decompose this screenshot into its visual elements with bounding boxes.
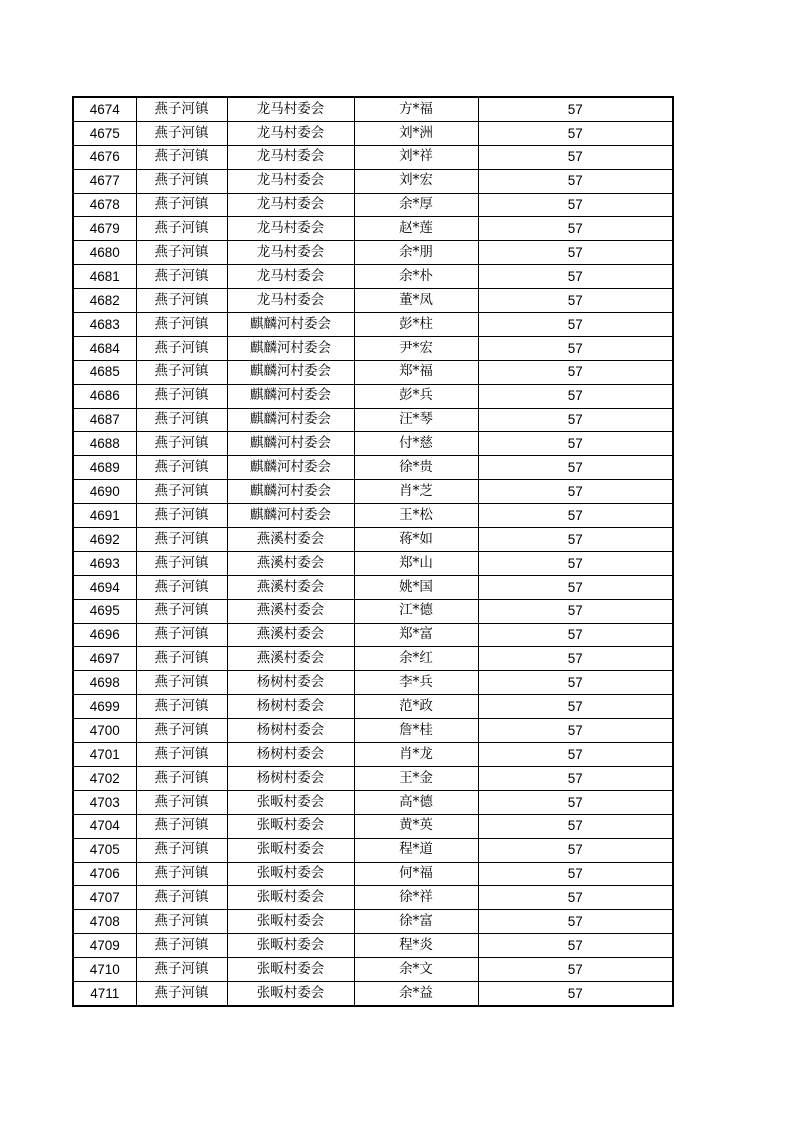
value-cell: 57 xyxy=(478,838,673,862)
table-row xyxy=(73,647,673,671)
village-cell: 张畈村委会 xyxy=(227,814,354,838)
person-name-cell: 余*朋 xyxy=(354,241,478,265)
town-cell: 燕子河镇 xyxy=(136,719,227,743)
row-id-cell: 4709 xyxy=(73,934,136,958)
value-cell: 57 xyxy=(478,719,673,743)
row-id-cell: 4700 xyxy=(73,719,136,743)
table-row xyxy=(73,575,673,599)
person-name-cell: 余*朴 xyxy=(354,265,478,289)
person-name-cell: 彭*兵 xyxy=(354,384,478,408)
value-cell: 57 xyxy=(478,289,673,313)
value-cell: 57 xyxy=(478,145,673,169)
value-cell: 57 xyxy=(478,647,673,671)
town-cell: 燕子河镇 xyxy=(136,743,227,767)
value-cell: 57 xyxy=(478,121,673,145)
town-cell: 燕子河镇 xyxy=(136,551,227,575)
value-cell: 57 xyxy=(478,480,673,504)
town-cell: 燕子河镇 xyxy=(136,599,227,623)
town-cell: 燕子河镇 xyxy=(136,313,227,337)
row-id-cell: 4678 xyxy=(73,193,136,217)
village-cell: 张畈村委会 xyxy=(227,790,354,814)
table-row xyxy=(73,910,673,934)
person-name-cell: 董*凤 xyxy=(354,289,478,313)
table-row xyxy=(73,766,673,790)
value-cell: 57 xyxy=(478,981,673,1005)
table-row xyxy=(73,217,673,241)
village-cell: 燕溪村委会 xyxy=(227,575,354,599)
town-cell: 燕子河镇 xyxy=(136,958,227,982)
row-id-cell: 4694 xyxy=(73,575,136,599)
value-cell: 57 xyxy=(478,336,673,360)
person-name-cell: 汪*琴 xyxy=(354,408,478,432)
person-name-cell: 方*福 xyxy=(354,97,478,121)
town-cell: 燕子河镇 xyxy=(136,934,227,958)
person-name-cell: 尹*宏 xyxy=(354,336,478,360)
value-cell: 57 xyxy=(478,384,673,408)
village-cell: 麒麟河村委会 xyxy=(227,360,354,384)
village-cell: 杨树村委会 xyxy=(227,671,354,695)
row-id-cell: 4707 xyxy=(73,886,136,910)
row-id-cell: 4688 xyxy=(73,432,136,456)
village-cell: 张畈村委会 xyxy=(227,934,354,958)
town-cell: 燕子河镇 xyxy=(136,910,227,934)
table-row xyxy=(73,551,673,575)
table-row xyxy=(73,790,673,814)
town-cell: 燕子河镇 xyxy=(136,790,227,814)
table-row xyxy=(73,432,673,456)
value-cell: 57 xyxy=(478,504,673,528)
village-cell: 张畈村委会 xyxy=(227,981,354,1005)
value-cell: 57 xyxy=(478,408,673,432)
village-cell: 龙马村委会 xyxy=(227,241,354,265)
person-name-cell: 彭*柱 xyxy=(354,313,478,337)
village-cell: 龙马村委会 xyxy=(227,145,354,169)
person-name-cell: 王*松 xyxy=(354,504,478,528)
person-name-cell: 程*炎 xyxy=(354,934,478,958)
village-cell: 麒麟河村委会 xyxy=(227,408,354,432)
row-id-cell: 4698 xyxy=(73,671,136,695)
value-cell: 57 xyxy=(478,217,673,241)
value-cell: 57 xyxy=(478,528,673,552)
table-row xyxy=(73,480,673,504)
town-cell: 燕子河镇 xyxy=(136,504,227,528)
person-name-cell: 高*德 xyxy=(354,790,478,814)
town-cell: 燕子河镇 xyxy=(136,432,227,456)
row-id-cell: 4693 xyxy=(73,551,136,575)
person-name-cell: 王*金 xyxy=(354,766,478,790)
table-body xyxy=(73,97,673,1006)
person-name-cell: 范*政 xyxy=(354,695,478,719)
person-name-cell: 蒋*如 xyxy=(354,528,478,552)
row-id-cell: 4690 xyxy=(73,480,136,504)
data-table xyxy=(72,96,674,1007)
table-row xyxy=(73,504,673,528)
town-cell: 燕子河镇 xyxy=(136,766,227,790)
person-name-cell: 郑*山 xyxy=(354,551,478,575)
row-id-cell: 4684 xyxy=(73,336,136,360)
town-cell: 燕子河镇 xyxy=(136,647,227,671)
row-id-cell: 4703 xyxy=(73,790,136,814)
row-id-cell: 4692 xyxy=(73,528,136,552)
value-cell: 57 xyxy=(478,551,673,575)
person-name-cell: 赵*莲 xyxy=(354,217,478,241)
village-cell: 燕溪村委会 xyxy=(227,599,354,623)
value-cell: 57 xyxy=(478,790,673,814)
row-id-cell: 4699 xyxy=(73,695,136,719)
table-row xyxy=(73,981,673,1005)
table-row xyxy=(73,313,673,337)
row-id-cell: 4695 xyxy=(73,599,136,623)
table-row xyxy=(73,193,673,217)
table-row xyxy=(73,623,673,647)
person-name-cell: 江*德 xyxy=(354,599,478,623)
table-row xyxy=(73,528,673,552)
row-id-cell: 4704 xyxy=(73,814,136,838)
town-cell: 燕子河镇 xyxy=(136,384,227,408)
row-id-cell: 4686 xyxy=(73,384,136,408)
village-cell: 麒麟河村委会 xyxy=(227,504,354,528)
table-row xyxy=(73,241,673,265)
town-cell: 燕子河镇 xyxy=(136,671,227,695)
village-cell: 张畈村委会 xyxy=(227,838,354,862)
row-id-cell: 4689 xyxy=(73,456,136,480)
row-id-cell: 4674 xyxy=(73,97,136,121)
person-name-cell: 徐*贵 xyxy=(354,456,478,480)
person-name-cell: 詹*桂 xyxy=(354,719,478,743)
value-cell: 57 xyxy=(478,193,673,217)
row-id-cell: 4710 xyxy=(73,958,136,982)
village-cell: 张畈村委会 xyxy=(227,886,354,910)
table-row xyxy=(73,958,673,982)
town-cell: 燕子河镇 xyxy=(136,217,227,241)
row-id-cell: 4683 xyxy=(73,313,136,337)
value-cell: 57 xyxy=(478,743,673,767)
value-cell: 57 xyxy=(478,599,673,623)
row-id-cell: 4680 xyxy=(73,241,136,265)
row-id-cell: 4676 xyxy=(73,145,136,169)
value-cell: 57 xyxy=(478,695,673,719)
town-cell: 燕子河镇 xyxy=(136,121,227,145)
town-cell: 燕子河镇 xyxy=(136,193,227,217)
town-cell: 燕子河镇 xyxy=(136,886,227,910)
person-name-cell: 余*厚 xyxy=(354,193,478,217)
row-id-cell: 4711 xyxy=(73,981,136,1005)
town-cell: 燕子河镇 xyxy=(136,695,227,719)
person-name-cell: 徐*祥 xyxy=(354,886,478,910)
table-row xyxy=(73,599,673,623)
village-cell: 龙马村委会 xyxy=(227,289,354,313)
value-cell: 57 xyxy=(478,671,673,695)
village-cell: 杨树村委会 xyxy=(227,766,354,790)
person-name-cell: 余*益 xyxy=(354,981,478,1005)
town-cell: 燕子河镇 xyxy=(136,97,227,121)
table-row xyxy=(73,408,673,432)
row-id-cell: 4696 xyxy=(73,623,136,647)
village-cell: 张畈村委会 xyxy=(227,910,354,934)
village-cell: 张畈村委会 xyxy=(227,958,354,982)
row-id-cell: 4679 xyxy=(73,217,136,241)
value-cell: 57 xyxy=(478,862,673,886)
person-name-cell: 何*福 xyxy=(354,862,478,886)
value-cell: 57 xyxy=(478,169,673,193)
person-name-cell: 付*慈 xyxy=(354,432,478,456)
table-row xyxy=(73,838,673,862)
town-cell: 燕子河镇 xyxy=(136,289,227,313)
value-cell: 57 xyxy=(478,934,673,958)
town-cell: 燕子河镇 xyxy=(136,480,227,504)
table-row xyxy=(73,862,673,886)
town-cell: 燕子河镇 xyxy=(136,862,227,886)
row-id-cell: 4691 xyxy=(73,504,136,528)
row-id-cell: 4706 xyxy=(73,862,136,886)
table-row xyxy=(73,336,673,360)
village-cell: 麒麟河村委会 xyxy=(227,336,354,360)
village-cell: 张畈村委会 xyxy=(227,862,354,886)
value-cell: 57 xyxy=(478,265,673,289)
town-cell: 燕子河镇 xyxy=(136,814,227,838)
village-cell: 麒麟河村委会 xyxy=(227,480,354,504)
person-name-cell: 刘*祥 xyxy=(354,145,478,169)
person-name-cell: 李*兵 xyxy=(354,671,478,695)
person-name-cell: 徐*富 xyxy=(354,910,478,934)
person-name-cell: 余*文 xyxy=(354,958,478,982)
village-cell: 燕溪村委会 xyxy=(227,528,354,552)
village-cell: 麒麟河村委会 xyxy=(227,432,354,456)
value-cell: 57 xyxy=(478,814,673,838)
village-cell: 麒麟河村委会 xyxy=(227,384,354,408)
village-cell: 龙马村委会 xyxy=(227,169,354,193)
village-cell: 杨树村委会 xyxy=(227,695,354,719)
row-id-cell: 4681 xyxy=(73,265,136,289)
row-id-cell: 4708 xyxy=(73,910,136,934)
table-row xyxy=(73,695,673,719)
value-cell: 57 xyxy=(478,886,673,910)
village-cell: 龙马村委会 xyxy=(227,97,354,121)
village-cell: 龙马村委会 xyxy=(227,193,354,217)
town-cell: 燕子河镇 xyxy=(136,265,227,289)
town-cell: 燕子河镇 xyxy=(136,169,227,193)
value-cell: 57 xyxy=(478,97,673,121)
row-id-cell: 4682 xyxy=(73,289,136,313)
table-row xyxy=(73,743,673,767)
value-cell: 57 xyxy=(478,575,673,599)
table-row xyxy=(73,97,673,121)
town-cell: 燕子河镇 xyxy=(136,528,227,552)
table-row xyxy=(73,121,673,145)
value-cell: 57 xyxy=(478,360,673,384)
row-id-cell: 4701 xyxy=(73,743,136,767)
town-cell: 燕子河镇 xyxy=(136,241,227,265)
town-cell: 燕子河镇 xyxy=(136,360,227,384)
value-cell: 57 xyxy=(478,958,673,982)
village-cell: 杨树村委会 xyxy=(227,719,354,743)
row-id-cell: 4705 xyxy=(73,838,136,862)
row-id-cell: 4675 xyxy=(73,121,136,145)
person-name-cell: 姚*国 xyxy=(354,575,478,599)
value-cell: 57 xyxy=(478,623,673,647)
person-name-cell: 黄*英 xyxy=(354,814,478,838)
village-cell: 燕溪村委会 xyxy=(227,551,354,575)
table-row xyxy=(73,289,673,313)
village-cell: 龙马村委会 xyxy=(227,265,354,289)
row-id-cell: 4685 xyxy=(73,360,136,384)
village-cell: 麒麟河村委会 xyxy=(227,313,354,337)
town-cell: 燕子河镇 xyxy=(136,575,227,599)
row-id-cell: 4697 xyxy=(73,647,136,671)
town-cell: 燕子河镇 xyxy=(136,456,227,480)
row-id-cell: 4702 xyxy=(73,766,136,790)
town-cell: 燕子河镇 xyxy=(136,145,227,169)
town-cell: 燕子河镇 xyxy=(136,981,227,1005)
table-row xyxy=(73,934,673,958)
town-cell: 燕子河镇 xyxy=(136,408,227,432)
village-cell: 麒麟河村委会 xyxy=(227,456,354,480)
person-name-cell: 肖*龙 xyxy=(354,743,478,767)
person-name-cell: 刘*洲 xyxy=(354,121,478,145)
value-cell: 57 xyxy=(478,241,673,265)
value-cell: 57 xyxy=(478,432,673,456)
person-name-cell: 肖*芝 xyxy=(354,480,478,504)
village-cell: 龙马村委会 xyxy=(227,217,354,241)
table-row xyxy=(73,671,673,695)
row-id-cell: 4687 xyxy=(73,408,136,432)
person-name-cell: 郑*福 xyxy=(354,360,478,384)
value-cell: 57 xyxy=(478,456,673,480)
village-cell: 燕溪村委会 xyxy=(227,623,354,647)
table-row xyxy=(73,384,673,408)
person-name-cell: 余*红 xyxy=(354,647,478,671)
value-cell: 57 xyxy=(478,766,673,790)
table-row xyxy=(73,814,673,838)
table-row xyxy=(73,719,673,743)
table-row xyxy=(73,456,673,480)
value-cell: 57 xyxy=(478,910,673,934)
village-cell: 燕溪村委会 xyxy=(227,647,354,671)
town-cell: 燕子河镇 xyxy=(136,336,227,360)
town-cell: 燕子河镇 xyxy=(136,838,227,862)
village-cell: 龙马村委会 xyxy=(227,121,354,145)
town-cell: 燕子河镇 xyxy=(136,623,227,647)
table-row xyxy=(73,145,673,169)
table-row xyxy=(73,360,673,384)
table-row xyxy=(73,265,673,289)
village-cell: 杨树村委会 xyxy=(227,743,354,767)
value-cell: 57 xyxy=(478,313,673,337)
row-id-cell: 4677 xyxy=(73,169,136,193)
person-name-cell: 刘*宏 xyxy=(354,169,478,193)
person-name-cell: 程*道 xyxy=(354,838,478,862)
table-row xyxy=(73,886,673,910)
table-row xyxy=(73,169,673,193)
person-name-cell: 郑*富 xyxy=(354,623,478,647)
